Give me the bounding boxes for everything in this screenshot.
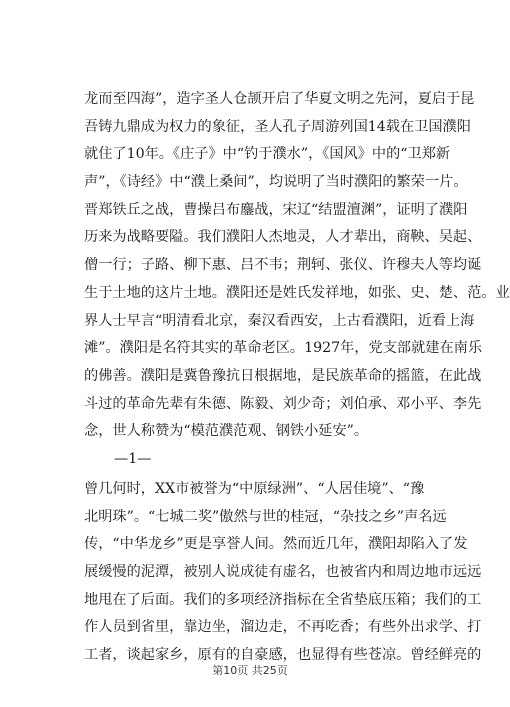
page-number-marker: —1— bbox=[114, 451, 152, 467]
text-line: 地甩在了后面。我们的多项经济指标在全省垫底压箱；我们的工 bbox=[84, 591, 482, 608]
text-line: 北明珠”。“七城二奖”傲然与世的桂冠，“杂技之乡”声名远 bbox=[84, 508, 447, 525]
text-line: 僧一行；子路、柳下惠、吕不韦；荆轲、张仪、许穆夫人等均诞 bbox=[84, 257, 482, 274]
text-line: 界人士早言“明清看北京，秦汉看西安，上古看濮阳，近看上海 bbox=[84, 312, 475, 329]
text-line: 就住了10年。《庄子》中“钓于濮水”，《国风》中的“卫郑新 bbox=[84, 146, 451, 163]
text-line: 工者，谈起家乡，原有的自豪感，也显得有些苍凉。曾经鲜亮的 bbox=[84, 647, 482, 664]
text-line: 念，世人称赞为“模范濮范观、钢铁小延安”。 bbox=[84, 423, 369, 440]
page-footer: 第10页 共25页 bbox=[212, 664, 288, 677]
text-line: 传，“中华龙乡”更是享誉人间。然而近几年，濮阳却陷入了发 bbox=[84, 536, 468, 553]
text-line: 曾几何时，XX市被誉为“中原绿洲”、“人居佳境”、“豫 bbox=[84, 481, 425, 497]
text-line: 的佛善。濮阳是冀鲁豫抗日根据地，是民族革命的摇篮，在此战 bbox=[84, 367, 482, 384]
text-line: 滩”。濮阳是名符其实的革命老区。1927年，党支部就建在南乐 bbox=[84, 340, 483, 357]
text-line: 晋郑铁丘之战，曹操吕布鏖战，宋辽“结盟澶渊”，证明了濮阳 bbox=[84, 201, 468, 218]
paragraph-body-1 bbox=[84, 86, 510, 446]
text-line: 声”，《诗经》中“濮上桑间”，均说明了当时濮阳的繁荣一片。 bbox=[84, 174, 468, 191]
text-line: 历来为战略要隘。我们濮阳人杰地灵，人才辈出，商鞅、吴起、 bbox=[84, 229, 482, 246]
text-line: 龙而至四海”，造字圣人仓颉开启了华夏文明之先河，夏启于昆 bbox=[84, 91, 475, 107]
text-line: 斗过的革命先辈有朱德、陈毅、刘少奇；刘伯承、邓小平、李先 bbox=[84, 395, 482, 412]
text-line: 吾铸九鼎成为权力的象征，圣人孔子周游列国14载在卫国濮阳 bbox=[84, 118, 471, 135]
text-line: 生于土地的这片土地。濮阳还是姓氏发祥地，如张、史、楚、范。业 bbox=[84, 284, 510, 301]
text-line: 作人员到省里，靠边坐，溜边走，不再吃香；有些外出求学、打 bbox=[84, 619, 482, 636]
text-line: 展缓慢的泥潭，被别人说成徒有虚名，也被省内和周边地市远远 bbox=[84, 564, 482, 581]
paragraph-body-2 bbox=[84, 476, 482, 670]
